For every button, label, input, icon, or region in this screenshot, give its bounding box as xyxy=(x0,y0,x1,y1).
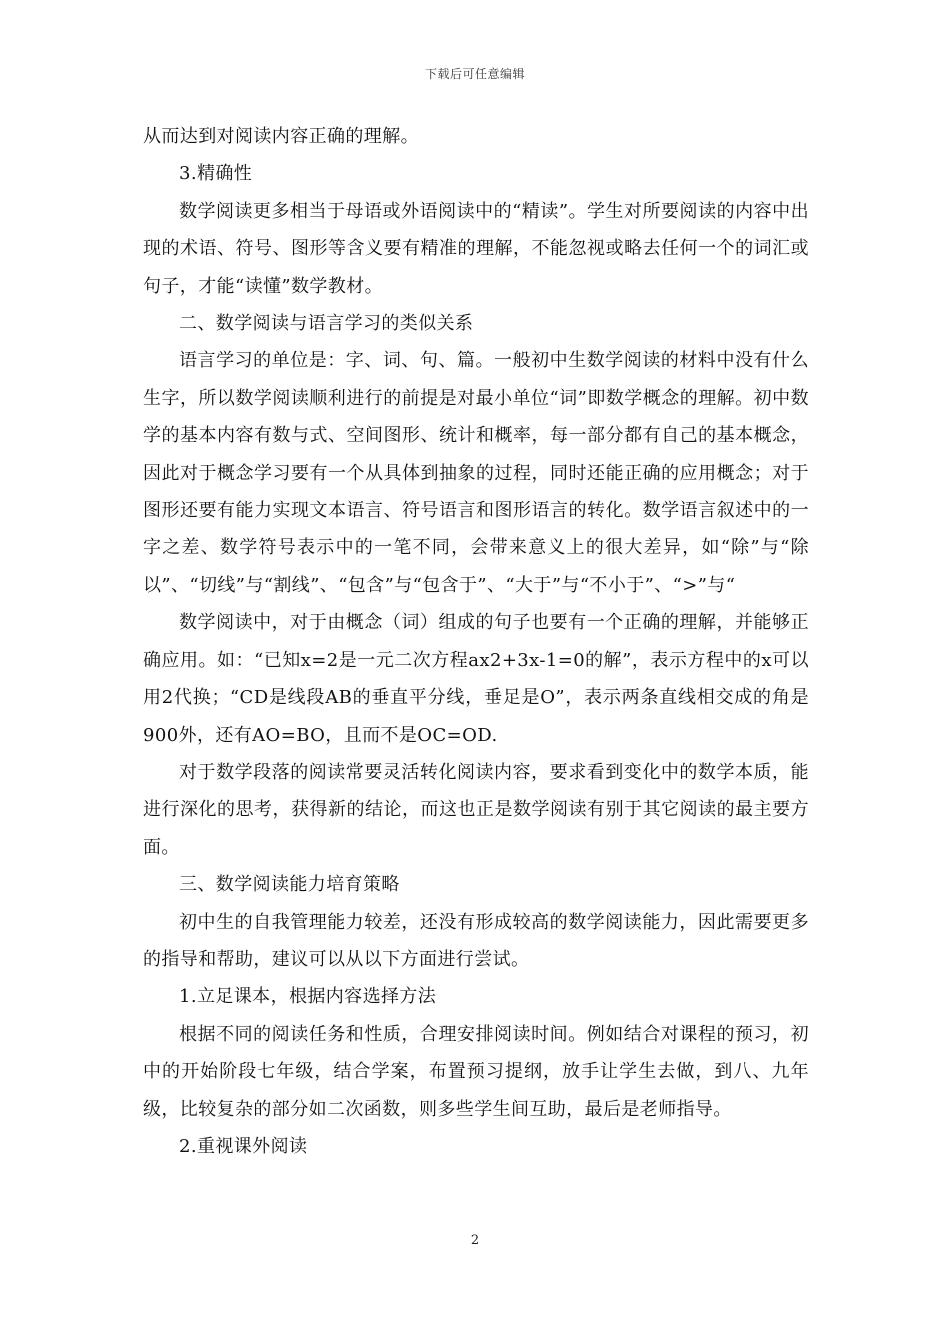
page-header-note: 下载后可任意编辑 xyxy=(424,67,525,81)
paragraph-precision: 数学阅读更多相当于母语或外语阅读中的“精读”。学生对所要阅读的内容中出现的术语、符号、图形等含义要有精准的理解，不能忽视或略去任何一个的词汇或句子，才能“读懂”数学教材。 xyxy=(143,200,809,297)
subheading-textbook: 1.立足课本，根据内容选择方法 xyxy=(179,986,437,1008)
paragraph-sentences: 数学阅读中，对于由概念（词）组成的句子也要有一个正确的理解，并能够正确应用。如：“已知x=2是一元二次方程ax2+3x-1=0的解”，表示方程中的x可以用2代换；“CD是线段AB的垂直平分线，垂足是O”，表示两条直线相交成的角是900外，还有AO=BO，且而不是OC=OD. xyxy=(143,612,809,746)
paragraph-reading-tasks: 根据不同的阅读任务和性质，合理安排阅读时间。例如结合对课程的预习，初中的开始阶段七年级，结合学案，布置预习提纲，放手让学生去做，到八、九年级，比较复杂的部分如二次函数，则多些学生间互助，最后是老师指导。 xyxy=(143,1023,809,1120)
subheading-precision: 3.精确性 xyxy=(179,163,253,185)
paragraph-continuation: 从而达到对阅读内容正确的理解。 xyxy=(143,126,419,147)
section-heading-2: 二、数学阅读与语言学习的类似关系 xyxy=(179,313,474,335)
paragraph-language-units: 语言学习的单位是：字、词、句、篇。一般初中生数学阅读的材料中没有什么生字，所以数学阅读顺利进行的前提是对最小单位“词”即数学概念的理解。初中数学的基本内容有数与式、空间图形、统计和概率，每一部分都有自己的基本概念，因此对于概念学习要有一个从具体到抽象的过程，同时还能正确的应用概念；对于图形还要有能力实现文本语言、符号语言和图形语言的转化。数学语言叙述中的一字之差、数学符号表示中的一笔不同，会带来意义上的很大差异，如“除”与“除以”、“切线”与“割线”、“包含”与“包含于”、“大于”与“不小于”、“>”与“ xyxy=(143,350,809,596)
page-number: 2 xyxy=(470,1233,480,1248)
section-heading-3: 三、数学阅读能力培育策略 xyxy=(179,874,400,896)
document-body xyxy=(143,118,809,1165)
paragraph-self-management: 初中生的自我管理能力较差，还没有形成较高的数学阅读能力，因此需要更多的指导和帮助，建议可以从以下方面进行尝试。 xyxy=(143,911,809,970)
subheading-extracurricular: 2.重视课外阅读 xyxy=(179,1135,308,1157)
paragraph-passages: 对于数学段落的阅读常要灵活转化阅读内容，要求看到变化中的数学本质，能进行深化的思考，获得新的结论，而这也正是数学阅读有别于其它阅读的最主要方面。 xyxy=(143,761,809,858)
